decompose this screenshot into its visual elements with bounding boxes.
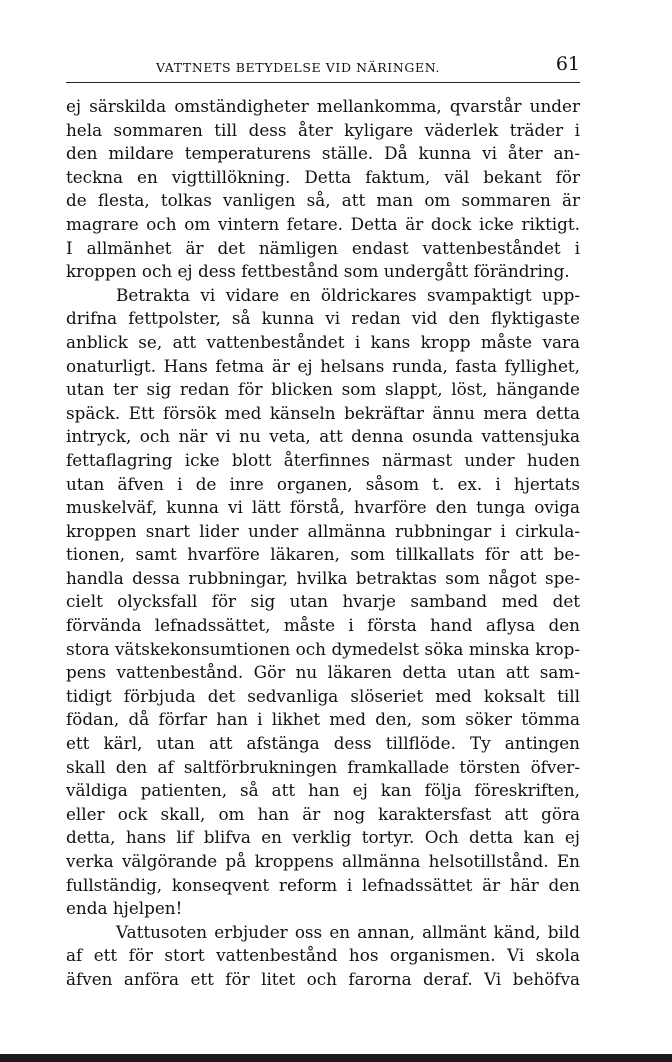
- text-line: teckna en vigttillökning. Detta faktum, väl bekant för: [66, 166, 580, 187]
- text-line: de flesta, tolkas vanligen så, att man om sommaren är: [66, 190, 580, 211]
- text-line: enda hjelpen!: [66, 898, 183, 919]
- text-line: intryck, och när vi nu veta, att denna osunda vattensjuka: [66, 426, 580, 447]
- text-line: skall den af saltförbrukningen framkallade törsten öfver-: [66, 756, 580, 777]
- page-number: 61: [555, 53, 580, 75]
- running-title: VATTNETS BETYDELSE VID NÄRINGEN.: [156, 60, 441, 75]
- page-bottom-edge: [0, 1054, 672, 1062]
- text-line: magrare och om vintern fetare. Detta är dock icke riktigt.: [66, 213, 580, 234]
- text-line: födan, då förfar han i likhet med den, som söker tömma: [66, 709, 580, 730]
- text-line: eller ock skall, om han är nog karaktersfast att göra: [66, 803, 580, 824]
- header-rule: [66, 82, 580, 83]
- text-line: förvända lefnadssättet, måste i första hand aflysa den: [66, 615, 580, 636]
- text-line: pens vattenbestånd. Gör nu läkaren detta utan att sam-: [66, 662, 580, 683]
- text-line: Betrakta vi vidare en öldrickares svampaktigt upp-: [116, 284, 580, 305]
- text-line: detta, hans lif blifva en verklig tortyr. Och detta kan ej: [66, 827, 580, 848]
- text-line: anblick se, att vattenbeståndet i kans kropp måste vara: [66, 331, 580, 352]
- text-line: af ett för stort vattenbestånd hos organismen. Vi skola: [66, 945, 580, 966]
- text-line: den mildare temperaturens ställe. Då kunna vi åter an-: [66, 143, 580, 164]
- text-line: I allmänhet är det nämligen endast vattenbeståndet i: [66, 237, 580, 258]
- text-line: väldiga patienten, så att han ej kan följa föreskriften,: [66, 780, 580, 801]
- text-line: handla dessa rubbningar, hvilka betraktas som något spe-: [66, 567, 580, 588]
- text-line: fettaflagring icke blott återfinnes närmast under huden: [66, 449, 580, 470]
- text-line: tidigt förbjuda det sedvanliga slöseriet med koksalt till: [66, 685, 580, 706]
- text-line: drifna fettpolster, så kunna vi redan vid den flyktigaste: [66, 308, 580, 329]
- page-header: [66, 50, 580, 80]
- text-line: kroppen och ej dess fettbestånd som undergått förändring.: [66, 261, 570, 282]
- text-line: fullständig, konseqvent reform i lefnadssättet är här den: [66, 874, 580, 895]
- text-line: tionen, samt hvarföre läkaren, som tillkallats för att be-: [66, 544, 580, 565]
- text-line: späck. Ett försök med känseln bekräftar ännu mera detta: [66, 402, 580, 423]
- text-line: utan ter sig redan för blicken som slappt, löst, hängande: [66, 379, 580, 400]
- text-line: Vattusoten erbjuder oss en annan, allmänt känd, bild: [116, 921, 580, 942]
- text-line: stora vätskekonsumtionen och dymedelst söka minska krop-: [66, 638, 580, 659]
- text-line: onaturligt. Hans fetma är ej helsans runda, fasta fyllighet,: [66, 355, 580, 376]
- text-line: cielt olycksfall för sig utan hvarje samband med det: [66, 591, 580, 612]
- body-text: [66, 95, 580, 992]
- text-line: utan äfven i de inre organen, såsom t. ex. i hjertats: [66, 473, 580, 494]
- text-line: muskelväf, kunna vi lätt förstå, hvarföre den tunga oviga: [66, 497, 580, 518]
- text-line: ej särskilda omständigheter mellankomma, qvarstår under: [66, 96, 580, 116]
- text-line: äfven anföra ett för litet och farorna deraf. Vi behöfva: [66, 968, 580, 989]
- text-line: verka välgörande på kroppens allmänna helsotillstånd. En: [66, 851, 580, 871]
- text-line: kroppen snart lider under allmänna rubbningar i cirkula-: [66, 520, 580, 541]
- text-line: hela sommaren till dess åter kyligare väderlek träder i: [66, 119, 580, 140]
- text-line: ett kärl, utan att afstänga dess tillflöde. Ty antingen: [66, 733, 580, 754]
